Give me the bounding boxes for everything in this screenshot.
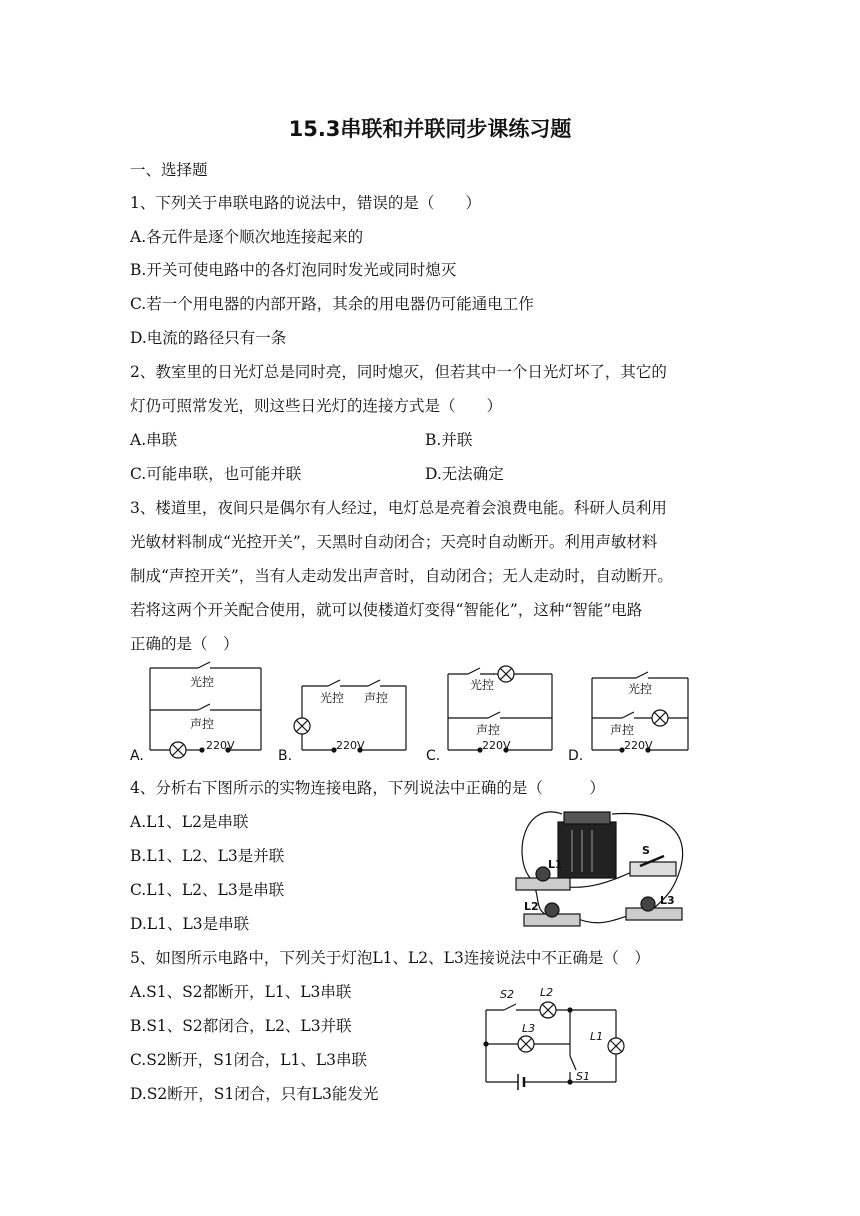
switch-s1-label: S1 <box>576 1070 590 1083</box>
circuit-label-c: C. <box>426 748 441 764</box>
q4-option-d: D.L1、L3是串联 <box>130 915 250 933</box>
switch-s-label: S <box>642 844 650 857</box>
q2-option-b: B.并联 <box>425 431 473 449</box>
circuit-label-a: A. <box>130 748 144 764</box>
q2-stem-line2: 灯仍可照常发光，则这些日光灯的连接方式是（ ） <box>130 397 503 415</box>
lamp-l2-label: L2 <box>524 900 539 913</box>
circuit-option-b <box>278 680 406 764</box>
circuit-option-c <box>426 666 552 764</box>
section-heading: 一、选择题 <box>130 161 208 179</box>
sound-switch-label: 声控 <box>610 723 635 737</box>
q1-option-d: D.电流的路径只有一条 <box>130 329 287 347</box>
q2-stem-line1: 2、教室里的日光灯总是同时亮，同时熄灭，但若其中一个日光灯坏了，其它的 <box>130 363 667 381</box>
voltage-label: 220V <box>482 739 511 752</box>
q4-option-b: B.L1、L2、L3是并联 <box>130 847 285 865</box>
lamp-l2-icon <box>524 900 580 926</box>
q3-stem-line5: 正确的是（ ） <box>130 635 239 653</box>
circuit-option-a <box>130 662 261 764</box>
switch-icon <box>630 844 676 876</box>
q5-option-b: B.S1、S2都闭合，L2、L3并联 <box>130 1017 352 1035</box>
q1-option-b: B.开关可使电路中的各灯泡同时发光或同时熄灭 <box>130 261 457 279</box>
light-switch-label: 光控 <box>470 678 495 692</box>
light-switch-label: 光控 <box>628 682 653 696</box>
battery-icon <box>558 812 616 878</box>
q4-physical-circuit <box>502 800 698 942</box>
q4-option-a: A.L1、L2是串联 <box>130 813 249 831</box>
q5-option-d: D.S2断开，S1闭合，只有L3能发光 <box>130 1085 379 1103</box>
lamp-l3-label: L3 <box>522 1022 536 1035</box>
circuit-label-b: B. <box>278 748 293 764</box>
q3-stem-line4: 若将这两个开关配合使用，就可以使楼道灯变得“智能化”，这种“智能”电路 <box>130 601 643 619</box>
sound-switch-label: 声控 <box>476 723 501 737</box>
sound-switch-label: 声控 <box>190 717 215 731</box>
q4-option-c: C.L1、L2、L3是串联 <box>130 881 285 899</box>
q3-stem-line1: 3、楼道里，夜间只是偶尔有人经过，电灯总是亮着会浪费电能。科研人员利用 <box>130 499 667 517</box>
q3-stem-line2: 光敏材料制成“光控开关”，天黑时自动闭合；天亮时自动断开。利用声敏材料 <box>130 533 658 551</box>
lamp-l3-icon <box>626 894 682 920</box>
q4-stem: 4、分析右下图所示的实物连接电路，下列说法中正确的是（ ） <box>130 779 605 797</box>
q2-option-c: C.可能串联，也可能并联 <box>130 465 302 483</box>
q2-option-d: D.无法确定 <box>425 465 504 483</box>
circuit-option-d <box>568 672 688 764</box>
q1-option-c: C.若一个用电器的内部开路，其余的用电器仍可能通电工作 <box>130 295 534 313</box>
q5-option-a: A.S1、S2都断开，L1、L3串联 <box>130 983 352 1001</box>
lamp-l1-label: L1 <box>548 858 563 871</box>
light-switch-label: 光控 <box>320 691 345 705</box>
q3-stem-line3: 制成“声控开关”，当有人走动发出声音时，自动闭合；无人走动时，自动断开。 <box>130 567 673 585</box>
q5-stem: 5、如图所示电路中，下列关于灯泡L1、L2、L3连接说法中不正确是（ ） <box>130 949 650 967</box>
sound-switch-label: 声控 <box>364 691 389 705</box>
q1-option-a: A.各元件是逐个顺次地连接起来的 <box>130 228 364 246</box>
q5-circuit-diagram <box>478 982 630 1096</box>
light-switch-label: 光控 <box>190 675 215 689</box>
lamp-l1-label: L1 <box>590 1030 604 1043</box>
circuit-label-d: D. <box>568 748 584 764</box>
voltage-label: 220V <box>336 739 365 752</box>
voltage-label: 220V <box>624 739 653 752</box>
q5-option-c: C.S2断开，S1闭合，L1、L3串联 <box>130 1051 368 1069</box>
switch-s2-label: S2 <box>500 988 514 1001</box>
lamp-l3-label: L3 <box>660 894 675 907</box>
q1-stem: 1、下列关于串联电路的说法中，错误的是（ ） <box>130 194 481 212</box>
q3-circuit-options <box>128 658 728 770</box>
q2-option-a: A.串联 <box>130 431 178 449</box>
page-title: 15.3串联和并联同步课练习题 <box>288 117 572 141</box>
lamp-l2-label: L2 <box>540 986 554 999</box>
voltage-label: 220V <box>206 739 235 752</box>
